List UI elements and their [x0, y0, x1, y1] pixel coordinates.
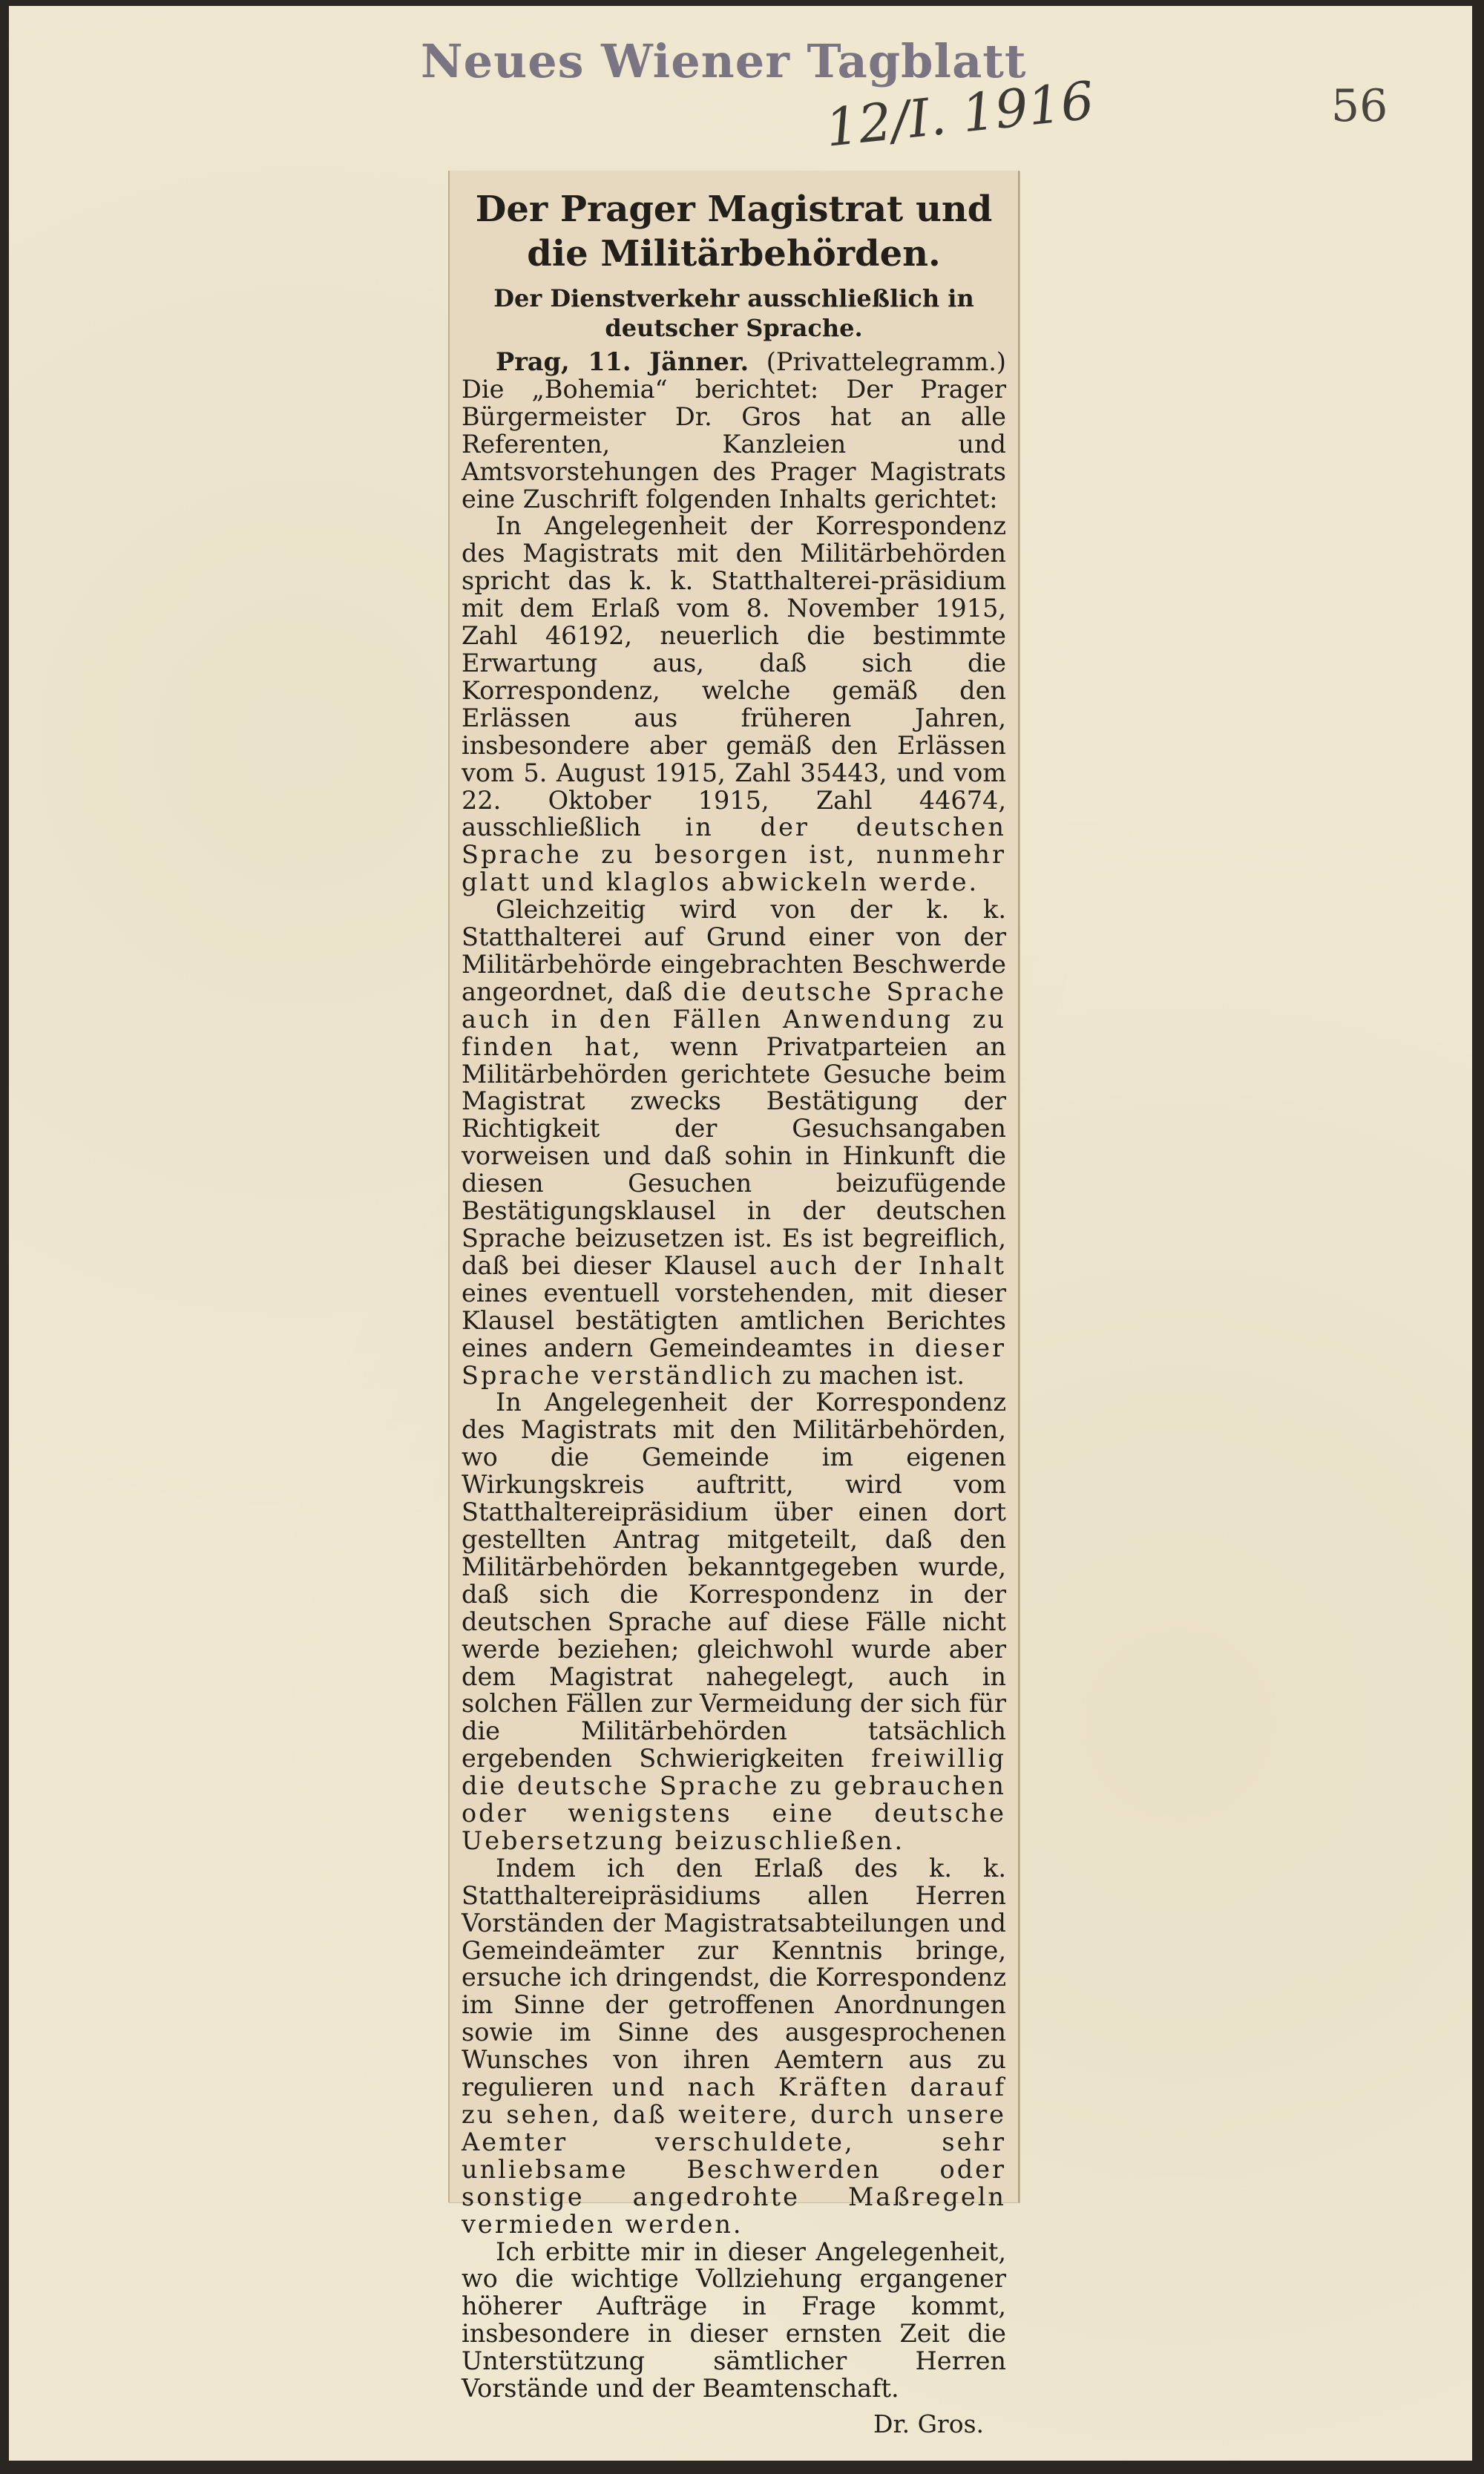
paragraph-5	[462, 1855, 1006, 2239]
dateline: Prag, 11. Jänner.	[496, 347, 749, 376]
article-subheadline: Der Dienstverkehr ausschließlich in deutscher Sprache.	[493, 284, 974, 342]
paragraph-3-text-a: Gleichzeitig wird von der k. k. Statthalterei auf Grund einer von der Militärbehörde eingebrachten Beschwerde angeordnet, daß	[462, 895, 1006, 1006]
paragraph-6	[462, 2239, 1006, 2403]
paragraph-3-text-d: zu machen ist.	[774, 1360, 965, 1390]
paragraph-5-emphasis: und nach Kräften darauf zu sehen, daß weitere, durch unsere Aemter verschuldete, sehr unliebsame Beschwerden oder sonstige angedrohte Maßregeln vermieden werden.	[462, 2073, 1006, 2239]
page-number: 56	[1331, 80, 1388, 132]
paragraph-3-emphasis-a: die deutsche Sprache auch in den Fällen Anwendung zu finden hat,	[462, 977, 1006, 1061]
paragraph-4-emphasis: freiwillig die deutsche Sprache zu gebrauchen oder wenigstens eine deutsche Uebersetzung beizuschließen.	[462, 1744, 1006, 1855]
paragraph-6-text: Ich erbitte mir in dieser Angelegenheit, wo die wichtige Vollziehung ergangener höherer Aufträge in Frage kommt, insbesondere in dieser ernsten Zeit die Unterstützung sämtlicher Herren Vorstände und der Beamtenschaft.	[462, 2237, 1006, 2404]
newspaper-name-stamp: Neues Wiener Tagblatt	[421, 34, 1027, 88]
article-headline: Der Prager Magistrat und die Militärbehörden.	[475, 188, 993, 275]
paragraph-1	[462, 349, 1006, 513]
paragraph-3-emphasis-b: auch der Inhalt	[769, 1250, 1006, 1280]
newspaper-clipping	[448, 171, 1020, 2438]
paragraph-1-text: (Privattelegramm.) Die „Bohemia“ berichtet: Der Prager Bürgermeister Dr. Gros hat an alle Referenten, Kanzleien und Amtsvorstehungen des Prager Magistrats eine Zuschrift folgenden Inhalts gerichtet:	[462, 347, 1006, 513]
paragraph-4	[462, 1389, 1006, 1854]
paragraph-3	[462, 896, 1006, 1389]
paragraph-5-text: Indem ich den Erlaß des k. k. Statthaltereipräsidiums allen Herren Vorständen der Magistratsabteilungen und Gemeindeämter zur Kenntnis bringe, ersuche ich dringendst, die Korrespondenz im Sinne der getroffenen Anordnungen sowie im Sinne des ausgesprochenen Wunsches von ihren Aemtern aus zu regulieren	[462, 1853, 1006, 2102]
handwritten-date: 12/I. 1916	[822, 70, 1097, 159]
paragraph-2-text: In Angelegenheit der Korrespondenz des Magistrats mit den Militärbehörden spricht das k. k. Statthalterei-präsidium mit dem Erlaß vom 8. November 1915, Zahl 46192, neuerlich die bestimmte Erwartung aus, daß sich die Korrespondenz, welche gemäß den Erlässen aus früheren Jahren, insbesondere aber gemäß den Erlässen vom 5. August 1915, Zahl 35443, und vom 22. Oktober 1915, Zahl 44674, ausschließlich	[462, 511, 1006, 842]
paragraph-3-emphasis-c: in dieser Sprache verständlich	[462, 1333, 1006, 1390]
paragraph-3-text-c: eines eventuell vorstehenden, mit dieser Klausel bestätigten amtlichen Berichtes eines andern Gemeindeamtes	[462, 1278, 1006, 1362]
paragraph-4-text: In Angelegenheit der Korrespondenz des Magistrats mit den Militärbehörden, wo die Gemeinde im eigenen Wirkungskreis auftritt, wird vom Statthaltereipräsidium über einen dort gestellten Antrag mitgeteilt, daß den Militärbehörden bekanntgegeben wurde, daß sich die Korrespondenz in der deutschen Sprache auf diese Fälle nicht werde beziehen; gleichwohl wurde aber dem Magistrat nahegelegt, auch in solchen Fällen zur Vermeidung der sich für die Militärbehörden tatsächlich ergebenden Schwierigkeiten	[462, 1388, 1006, 1774]
paragraph-2-emphasis: in der deutschen Sprache zu besorgen ist, nunmehr glatt und klaglos abwickeln werde.	[462, 813, 1006, 897]
article-body	[462, 349, 1006, 2403]
paragraph-2	[462, 513, 1006, 896]
signature: Dr. Gros.	[873, 2409, 984, 2438]
paragraph-3-text-b: wenn Privatparteien an Militärbehörden gerichtete Gesuche beim Magistrat zwecks Bestätigung der Richtigkeit der Gesuchsangaben vorweisen und daß sohin in Hinkunft die diesen Gesuchen beizufügende Bestätigungsklausel in der deutschen Sprache beizusetzen ist. Es ist begreiflich, daß bei dieser Klausel	[462, 1031, 1007, 1280]
